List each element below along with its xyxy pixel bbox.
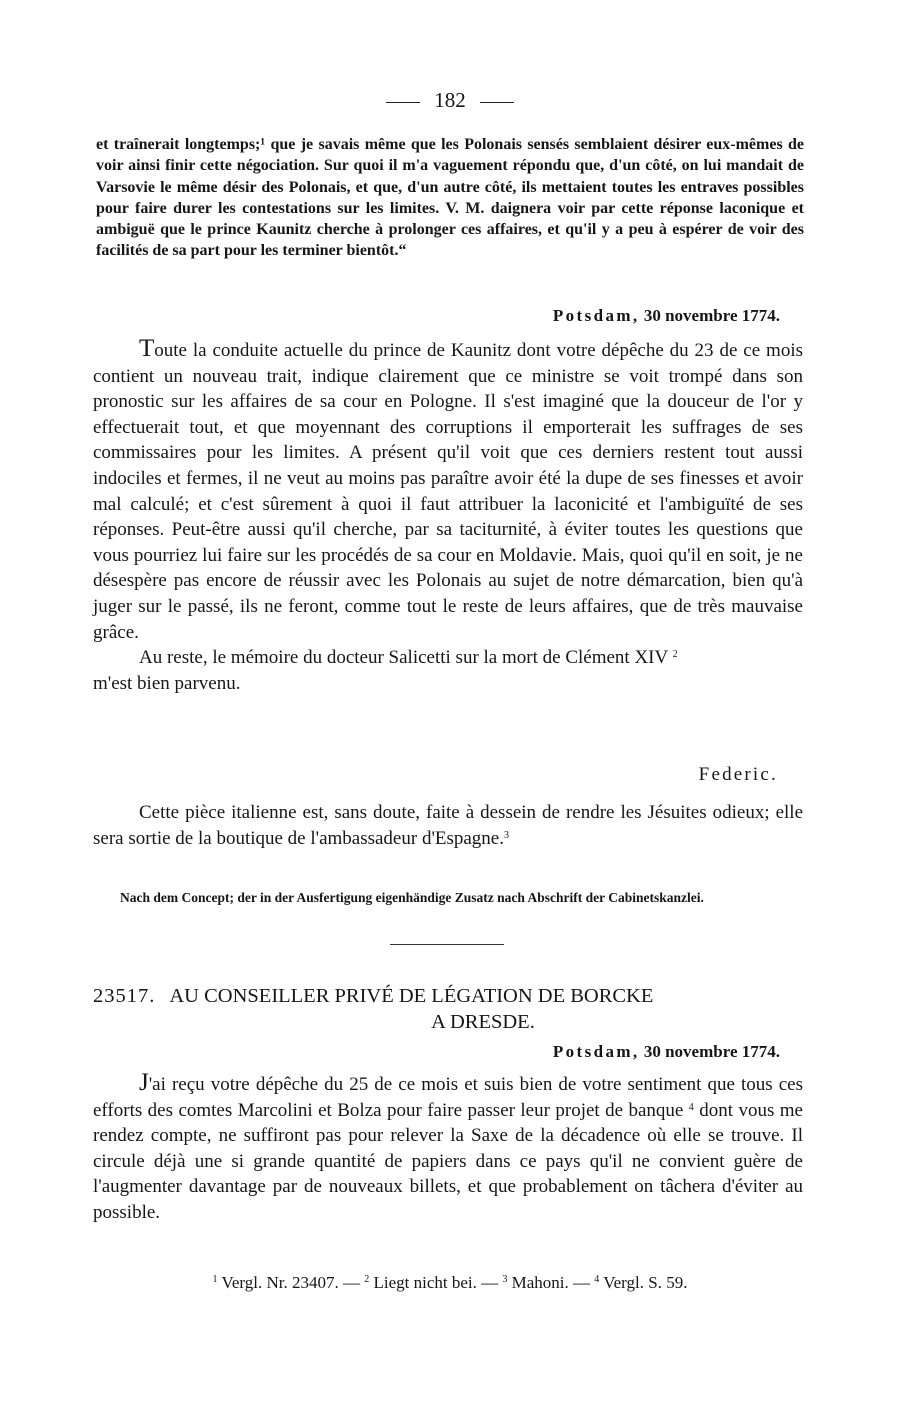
footnote-ref: 4	[688, 1101, 694, 1113]
dateline-date: 30 novembre 1774.	[643, 306, 780, 325]
letter-number: 23517.	[93, 985, 156, 1007]
footnotes: $^1$ Vergl. Nr. 23407. — $^2$ Liegt nicht bei. — $^3$ Mahoni. — $^4$ Vergl. S. 59.	[212, 1273, 688, 1292]
letter-heading	[93, 983, 803, 1035]
postscript: Cette pièce italienne est, sans doute, faite à dessein de rendre les Jésuites odieux; elle sera sortie de la boutique de l'ambassadeur d'Espagne.$^3$	[93, 802, 803, 849]
letter-body-1	[93, 336, 803, 696]
heading-line-1: AU CONSEILLER PRIVÉ DE LÉGATION DE BORCKE	[169, 985, 654, 1007]
signature: Federic.	[698, 764, 778, 785]
dateline-place: Potsdam,	[552, 306, 640, 325]
paragraph: Au reste, le mémoire du docteur Salicetti sur la mort de Clément XIV $^2$ m'est bien parvenu.	[93, 647, 678, 694]
page-number: 182	[434, 88, 466, 112]
dateline-place: Potsdam,	[552, 1042, 640, 1061]
dateline-date: 30 novembre 1774.	[643, 1042, 780, 1061]
dateline-2	[553, 1042, 780, 1062]
heading-line-2: A DRESDE.	[431, 1011, 535, 1033]
initial-letter: J	[139, 1069, 149, 1096]
header-rule-left	[386, 102, 420, 103]
dateline-1	[553, 306, 780, 326]
paragraph: Toute la conduite actuelle du prince de Kaunitz dont votre dépêche du 23 de ce mois contient un nouveau trait, indique clairement que ce ministre se voit trompé dans son pronostic sur les affaires de sa cour en Pologne. Il s'est imaginé que la douceur de l'or y effectuerait tout, et que moyennant des corruptions il emporterait les suffrages de ses commissaires pour les limites. A présent qu'il voit que ces derniers restent tout aussi indociles et fermes, il ne veut au moins pas paraître avoir été la dupe de ses finesses et avoir mal calculé; et c'est sûrement à quoi il faut attribuer la laconicité et l'ambiguïté de ses réponses. Peut-être aussi qu'il cherche, par sa taciturnité, à éviter toutes les questions que vous pourriez lui faire sur les procédés de sa cour en Moldavie. Mais, quoi qu'il en soit, je ne désespère pas encore de réussir avec les Polonais au sujet de notre démarcation, bien qu'à juger sur le passé, ils ne feront, comme tout le reste de leurs affaires, que de très mauvaise grâce.	[93, 335, 803, 643]
section-divider	[390, 944, 504, 945]
letter-body-2	[93, 1070, 803, 1226]
initial-letter: T	[139, 335, 155, 362]
header-rule-right	[480, 102, 514, 103]
page-header	[0, 88, 900, 113]
paragraph: J'ai reçu votre dépêche du 25 de ce mois et suis bien de votre sentiment que tous ces efforts des comtes Marcolini et Bolza pour faire passer leur projet de banque $^4$ dont vous me rendez compte, ne suffiront pas pour relever la Saxe de la décadence où elle se trouve. Il circule déjà une si grande quantité de papiers dans ce pays qu'il ne convient guère de l'augmenter davantage par de nouveaux billets, et que probablement on tâchera d'éviter au possible.	[93, 1069, 803, 1223]
footnote-ref: 2	[672, 649, 678, 661]
quoted-report-ending: et traînerait longtemps;¹ que je savais même que les Polonais sensés semblaient désirer eux-mêmes de voir ainsi finir cette négociation. Sur quoi il m'a vaguement répondu que, d'un côté, on lui mandait de Varsovie le même désir des Polonais, et que, d'un autre côté, ils mettaient toutes les entraves possibles pour faire durer les contestations sur les limites. V. M. daignera voir par cette réponse laconique et ambiguë que le prince Kaunitz cherche à prolonger ces affaires, et qu'il y a peu à espérer de voir des facilités de sa part pour les terminer bientôt.“	[96, 136, 804, 260]
footnote-ref: 3	[504, 829, 509, 841]
source-note: Nach dem Concept; der in der Ausfertigung eigenhändige Zusatz nach Abschrift der Cabinetskanzlei.	[120, 890, 704, 905]
